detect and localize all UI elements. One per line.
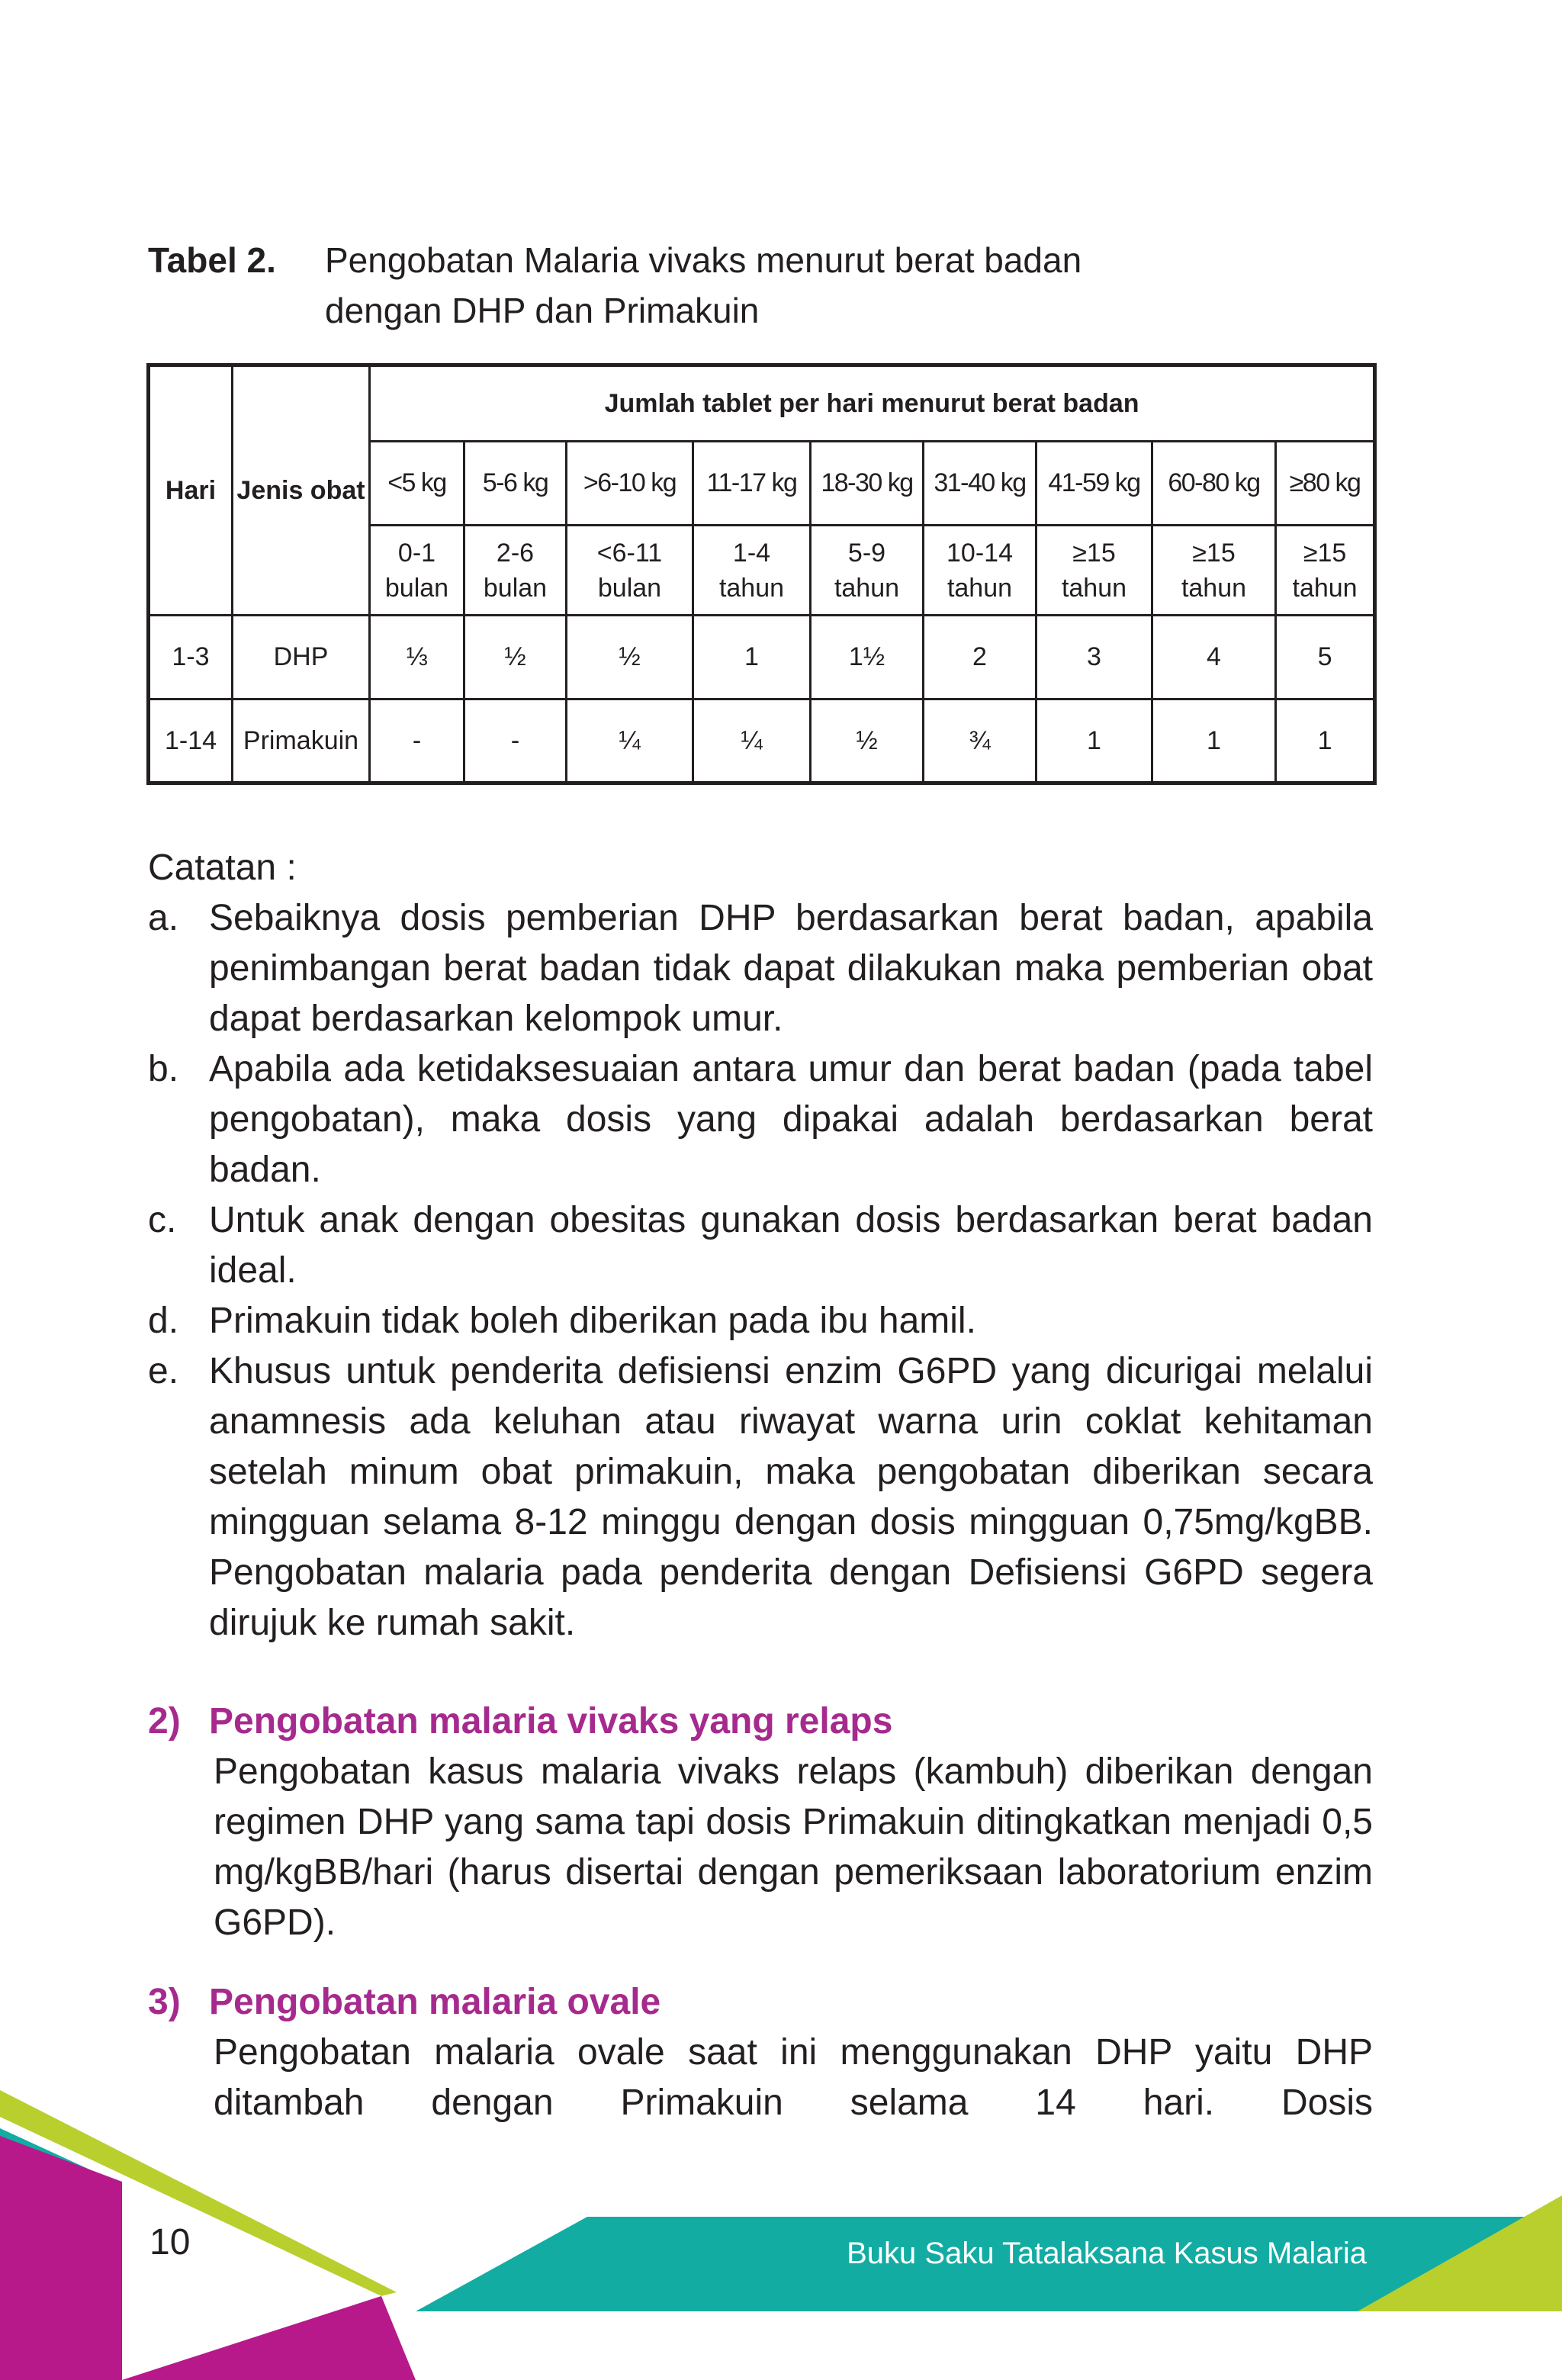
age-unit: bulan bbox=[597, 573, 662, 603]
dose-cell: ⅓ bbox=[370, 616, 464, 700]
dose-cell: 5 bbox=[1276, 616, 1375, 700]
age-unit: bulan bbox=[384, 573, 449, 603]
dose-cell: 1½ bbox=[811, 616, 924, 700]
table-header-row-1 bbox=[149, 365, 1375, 442]
dosage-table bbox=[146, 363, 1377, 785]
dose-cell: - bbox=[464, 700, 567, 783]
age-cell bbox=[464, 526, 567, 616]
section-ovale bbox=[148, 1977, 1373, 2128]
list-item bbox=[148, 1195, 1373, 1296]
dose-cell: 1 bbox=[1152, 700, 1276, 783]
table-title-line1: Pengobatan Malaria vivaks menurut berat badan bbox=[325, 240, 1082, 280]
dose-cell: ½ bbox=[811, 700, 924, 783]
list-marker: d. bbox=[148, 1301, 179, 1341]
section-vivaks-relaps bbox=[148, 1697, 1373, 1948]
dose-cell: 1 bbox=[1037, 700, 1152, 783]
list-marker: b. bbox=[148, 1049, 179, 1089]
age-value: 1-4 bbox=[732, 538, 771, 568]
age-unit: bulan bbox=[483, 573, 548, 603]
table-row-dhp bbox=[149, 616, 1375, 700]
age-unit: tahun bbox=[1061, 573, 1127, 603]
age-unit: tahun bbox=[1292, 573, 1358, 603]
section-heading-text: Pengobatan malaria vivaks yang relaps bbox=[209, 1701, 893, 1742]
weight-cell: >6-10 kg bbox=[567, 442, 693, 526]
weight-cell: 11-17 kg bbox=[693, 442, 811, 526]
dose-cell: ½ bbox=[464, 616, 567, 700]
dose-cell: 4 bbox=[1152, 616, 1276, 700]
section-body: Pengobatan malaria ovale saat ini menggunakan DHP yaitu DHP ditambah dengan Primakuin selama 14 hari. Dosis bbox=[214, 2032, 1373, 2123]
age-unit: tahun bbox=[718, 573, 785, 603]
drug-cell: Primakuin bbox=[233, 700, 370, 783]
age-value: 0-1 bbox=[397, 538, 436, 568]
list-item-text: Untuk anak dengan obesitas gunakan dosis berdasarkan berat badan ideal. bbox=[209, 1200, 1373, 1291]
age-unit: tahun bbox=[947, 573, 1013, 603]
age-value: 5-9 bbox=[847, 538, 886, 568]
weight-cell: 60-80 kg bbox=[1152, 442, 1276, 526]
table-title-line2: dengan DHP dan Primakuin bbox=[325, 291, 760, 330]
section-number: 3) bbox=[148, 1982, 181, 2022]
section-heading bbox=[148, 1697, 1373, 1747]
day-cell: 1-14 bbox=[149, 700, 233, 783]
list-item-text: Primakuin tidak boleh diberikan pada ibu hamil. bbox=[209, 1301, 976, 1341]
weight-cell: 5-6 kg bbox=[464, 442, 567, 526]
weight-cell: 18-30 kg bbox=[811, 442, 924, 526]
age-value: ≥15 bbox=[1192, 538, 1236, 568]
section-number: 2) bbox=[148, 1701, 181, 1742]
weight-cell: <5 kg bbox=[370, 442, 464, 526]
list-marker: a. bbox=[148, 898, 179, 938]
age-cell bbox=[1037, 526, 1152, 616]
list-item-text: Apabila ada ketidaksesuaian antara umur dan berat badan (pada tabel pengobatan), maka dosis yang dipakai adalah berdasarkan berat badan. bbox=[209, 1049, 1373, 1190]
age-cell bbox=[693, 526, 811, 616]
dose-cell: 3 bbox=[1037, 616, 1152, 700]
day-cell: 1-3 bbox=[149, 616, 233, 700]
age-unit: tahun bbox=[834, 573, 900, 603]
book-title: Buku Saku Tatalaksana Kasus Malaria bbox=[847, 2237, 1367, 2270]
list-item bbox=[148, 1346, 1373, 1648]
dose-cell: ¾ bbox=[924, 700, 1037, 783]
weight-cell: 41-59 kg bbox=[1037, 442, 1152, 526]
age-unit: tahun bbox=[1181, 573, 1247, 603]
section-heading bbox=[148, 1977, 1373, 2028]
list-item-text: Khusus untuk penderita defisiensi enzim G6PD yang dicurigai melalui anamnesis ada keluhan atau riwayat warna urin coklat kehitaman setelah minum obat primakuin, maka pengobatan diberikan secara mingguan selama 8-12 minggu dengan dosis mingguan 0,75mg/kgBB. Pengobatan malaria pada penderita dengan Defisiensi G6PD segera dirujuk ke rumah sakit. bbox=[209, 1351, 1373, 1643]
list-item-text: Sebaiknya dosis pemberian DHP berdasarkan berat badan, apabila penimbangan berat badan tidak dapat dilakukan maka pemberian obat dapat berdasarkan kelompok umur. bbox=[209, 898, 1373, 1039]
header-group: Jumlah tablet per hari menurut berat badan bbox=[370, 365, 1375, 442]
age-value: ≥15 bbox=[1072, 538, 1116, 568]
weight-cell: ≥80 kg bbox=[1276, 442, 1375, 526]
header-drug: Jenis obat bbox=[233, 365, 370, 616]
weight-cell: 31-40 kg bbox=[924, 442, 1037, 526]
list-marker: e. bbox=[148, 1351, 179, 1391]
header-day: Hari bbox=[149, 365, 233, 616]
age-cell bbox=[811, 526, 924, 616]
dose-cell: 1 bbox=[693, 616, 811, 700]
dose-cell: 2 bbox=[924, 616, 1037, 700]
age-cell bbox=[1152, 526, 1276, 616]
list-item bbox=[148, 893, 1373, 1044]
dose-cell: - bbox=[370, 700, 464, 783]
list-item bbox=[148, 1044, 1373, 1195]
notes-section bbox=[148, 843, 1373, 1648]
age-value: 2-6 bbox=[496, 538, 535, 568]
dose-cell: ½ bbox=[567, 616, 693, 700]
age-cell bbox=[370, 526, 464, 616]
age-value: ≥15 bbox=[1303, 538, 1347, 568]
table-row-primakuin bbox=[149, 700, 1375, 783]
magenta-triangle bbox=[0, 2136, 122, 2380]
notes-title: Catatan : bbox=[148, 847, 297, 888]
page-number: 10 bbox=[149, 2222, 191, 2263]
age-value: <6-11 bbox=[596, 538, 663, 568]
table-label: Tabel 2. bbox=[148, 240, 276, 280]
list-marker: c. bbox=[148, 1200, 177, 1240]
age-value: 10-14 bbox=[947, 538, 1013, 568]
age-cell bbox=[924, 526, 1037, 616]
drug-cell: DHP bbox=[233, 616, 370, 700]
list-item bbox=[148, 1296, 1373, 1346]
dose-cell: 1 bbox=[1276, 700, 1375, 783]
dose-cell: ¼ bbox=[693, 700, 811, 783]
notes-list bbox=[148, 893, 1373, 1648]
age-cell bbox=[567, 526, 693, 616]
age-cell bbox=[1276, 526, 1375, 616]
section-body: Pengobatan kasus malaria vivaks relaps (kambuh) diberikan dengan regimen DHP yang sama tapi dosis Primakuin ditingkatkan menjadi 0,5 mg/kgBB/hari (harus disertai dengan pemeriksaan laboratorium enzim G6PD). bbox=[214, 1751, 1373, 1943]
section-heading-text: Pengobatan malaria ovale bbox=[209, 1982, 661, 2022]
dose-cell: ¼ bbox=[567, 700, 693, 783]
